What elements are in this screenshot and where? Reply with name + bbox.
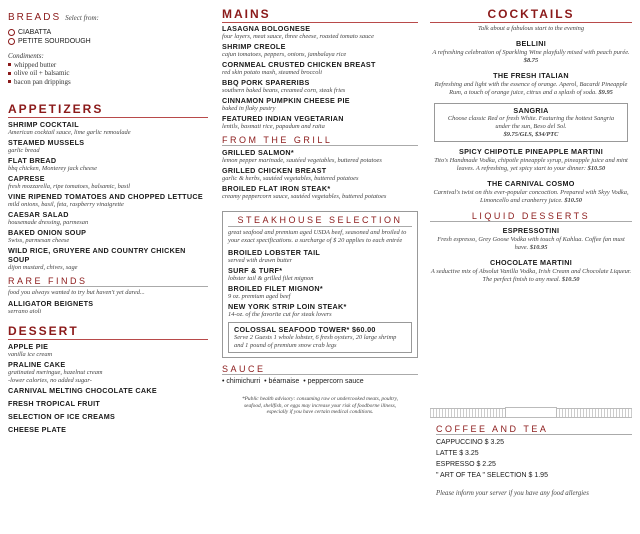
liquid-desserts-section	[430, 211, 632, 284]
list-item	[222, 96, 418, 113]
steakhouse-title: STEAKHOUSE SELECTION	[237, 215, 403, 225]
coffee-item: CAPPUCCINO $ 3.25	[436, 439, 505, 446]
list-item	[8, 360, 208, 385]
list-item	[8, 120, 208, 137]
divider	[430, 22, 632, 23]
list-item	[8, 138, 208, 155]
item-description: creamy peppercorn sauce, sautéed vegetables, buttered potatoes	[222, 193, 387, 200]
item-description: Tito's Handmade Vodka, chipotle pineapple syrup, pineapple juice and mint leaves. A refreshing, yet spicy start to your dinner: $10.50	[434, 157, 628, 172]
item-price: $8.75	[523, 57, 539, 64]
item-name: FEATURED INDIAN VEGETARIAN	[222, 114, 344, 123]
item-price: $9.95	[598, 89, 613, 96]
coffee-item: ESPRESSO $ 2.25	[436, 461, 496, 468]
list-item	[222, 78, 418, 95]
list-item	[222, 148, 418, 165]
item-description: Fresh espresso, Grey Goose Vodka with touch of Kahlua. Coffee fan must have. $10.95	[437, 236, 625, 251]
health-disclaimer: *Public health advisory: consuming raw or undercooked meats, poultry, seafood, shellfish, or eggs may increase your risk of foodborne illness, especially if you have certain medical conditions.	[241, 396, 399, 415]
item-name: SURF & TURF*	[228, 266, 283, 275]
list-item	[8, 246, 208, 272]
item-description: served with drawn butter	[228, 257, 293, 264]
item-name: FLAT BREAD	[8, 156, 57, 165]
list-item	[8, 192, 208, 209]
item-name: THE CARNIVAL COSMO	[487, 179, 575, 188]
square-bullet-icon	[8, 72, 11, 75]
item-name: PRALINE CAKE	[8, 360, 66, 369]
item-name: APPLE PIE	[8, 342, 49, 351]
list-item	[228, 266, 412, 283]
item-description: 14-oz. of the favorite cut for steak lovers	[228, 311, 332, 318]
condiment-item: olive oil + balsamic	[8, 69, 208, 78]
item-description: mild onions, basil, feta, raspberry vinaigrette	[8, 201, 124, 208]
item-description: red skin potato mash, steamed broccoli	[222, 69, 322, 76]
item-name: CARNIVAL MELTING CHOCOLATE CAKE	[8, 386, 157, 395]
breads-subtitle: Select from:	[65, 14, 99, 22]
item-name: THE FRESH ITALIAN	[493, 71, 569, 80]
tower-desc: Serve 2 Guests 1 whole lobster, 6 fresh oysters, 20 large shrimp and 1 pound of premium snow crab legs	[234, 334, 397, 349]
item-description: lobster tail & grilled filet mignon	[228, 275, 314, 282]
seafood-tower-box	[228, 322, 412, 353]
square-bullet-icon	[8, 63, 11, 66]
list-item	[8, 425, 208, 434]
divider	[222, 145, 418, 146]
list-item	[222, 166, 418, 183]
list-item	[8, 412, 208, 421]
item-description: housemade dressing, parmesan	[8, 219, 89, 226]
list-item	[222, 24, 418, 41]
item-price: $10.95	[529, 244, 548, 251]
breads-header	[8, 7, 208, 25]
list-item	[430, 71, 632, 97]
sauce-title: SAUCE	[222, 364, 266, 374]
grill-section	[222, 135, 418, 201]
condiment-item: whipped butter	[8, 61, 208, 70]
item-name: BAKED ONION SOUP	[8, 228, 87, 237]
item-price: $10.50	[561, 276, 580, 283]
mains-section	[222, 7, 418, 131]
item-name: BROILED LOBSTER TAIL	[228, 248, 321, 257]
item-name: CHOCOLATE MARTINI	[489, 258, 573, 267]
item-name: SHRIMP CREOLE	[222, 42, 286, 51]
item-description: American cocktail sauce, lime garlic remoulade	[8, 129, 131, 136]
list-item	[8, 174, 208, 191]
liquid-desserts-title: LIQUID DESSERTS	[471, 211, 591, 221]
item-name: GRILLED CHICKEN BREAST	[222, 166, 327, 175]
list-item	[228, 302, 412, 319]
list-item	[222, 114, 418, 131]
steakhouse-box	[222, 211, 418, 358]
item-name: BROILED FLAT IRON STEAK*	[222, 184, 331, 193]
condiments-label: Condiments:	[8, 52, 44, 60]
item-name: SPICY CHIPOTLE PINEAPPLE MARTINI	[458, 147, 604, 156]
divider	[436, 434, 632, 435]
list-item	[8, 228, 208, 245]
item-description: cajun tomatoes, peppers, onions, jambalaya rice	[222, 51, 347, 58]
list-item	[430, 39, 632, 65]
item-name: CAESAR SALAD	[8, 210, 69, 219]
item-name: SELECTION OF ICE CREAMS	[8, 412, 116, 421]
steakhouse-intro: great seafood and premium aged USDA beef, seasoned and broiled to your exact specifications. a surcharge of $ 20 applies to each entrée	[228, 229, 407, 244]
item-name: ESPRESSOTINI	[502, 226, 560, 235]
allergy-note: Please inform your server if you have any food allergies	[436, 490, 589, 497]
divider	[228, 226, 412, 227]
mains-title: MAINS	[222, 7, 271, 21]
item-name: SHRIMP COCKTAIL	[8, 120, 79, 129]
rare-finds-section	[8, 276, 208, 316]
rare-finds-title: RARE FINDS	[8, 276, 88, 286]
list-item	[222, 60, 418, 77]
list-item	[228, 284, 412, 301]
item-description: lentils, basmati rice, papadum and raita	[222, 123, 325, 130]
breads-title: BREADS	[8, 12, 62, 23]
item-name: BBQ PORK SPARERIBS	[222, 78, 310, 87]
list-item	[430, 179, 632, 205]
appetizers-section	[8, 102, 208, 272]
item-name: CHEESE PLATE	[8, 425, 67, 434]
list-item	[8, 386, 208, 395]
item-description: Swiss, parmesan cheese	[8, 237, 70, 244]
circle-bullet-icon	[8, 38, 15, 45]
coffee-item: " ART OF TEA " SELECTION $ 1.95	[436, 472, 548, 479]
item-name: CAPRESE	[8, 174, 45, 183]
sauce-section	[222, 364, 418, 386]
item-name: BROILED FILET MIGNON*	[228, 284, 323, 293]
sauce-list	[222, 377, 418, 386]
list-item	[222, 184, 418, 201]
item-description: gratinated meringue, hazelnut cream	[8, 369, 103, 376]
list-item	[228, 248, 412, 265]
rare-finds-subtitle: food you always wanted to try but haven't yet dared...	[8, 289, 145, 296]
dessert-title: DESSERT	[8, 324, 79, 338]
tower-name: COLOSSAL SEAFOOD TOWER* $60.00	[234, 325, 376, 334]
cocktails-title: COCKTAILS	[487, 7, 575, 21]
grill-title: FROM THE GRILL	[222, 135, 333, 145]
item-description: fresh mozzarella, ripe tomatoes, balsamic, basil	[8, 183, 131, 190]
divider	[222, 22, 418, 23]
item-description: four layers, meat sauce, three cheese, roasted tomato sauce	[222, 33, 374, 40]
item-note: -lower calories, no added sugar-	[8, 377, 92, 384]
condiment-item: bacon pan drippings	[8, 78, 208, 87]
item-name: BELLINI	[515, 39, 547, 48]
item-name: STEAMED MUSSELS	[8, 138, 85, 147]
list-item	[222, 42, 418, 59]
item-name: VINE RIPENED TOMATOES AND CHOPPED LETTUCE	[8, 192, 203, 201]
bread-item: CIABATTA	[8, 28, 208, 37]
item-description: lemon pepper marinade, sautéed vegetables, buttered potatoes	[222, 157, 382, 164]
item-description: A refreshing celebration of Sparkling Wine playfully mixed with peach purée. $8.75	[432, 49, 630, 64]
item-name: CINNAMON PUMPKIN CHEESE PIE	[222, 96, 350, 105]
sauce-item: • chimichurri	[222, 378, 261, 385]
list-item	[430, 258, 632, 284]
list-item	[8, 342, 208, 359]
cocktails-subtitle: Talk about a fabulous start to the evening	[477, 25, 585, 32]
item-description: dijon mustard, chives, sage	[8, 264, 78, 271]
list-item	[8, 210, 208, 227]
item-name: NEW YORK STRIP LOIN STEAK*	[228, 302, 347, 311]
item-name: WILD RICE, GRUYERE AND COUNTRY CHICKEN SOUP	[8, 246, 186, 264]
list-item	[430, 147, 632, 173]
item-description: Refreshing and light with the essence of orange. Aperol, Bacardi Pineapple Rum, a touch of orange juice, citrus and a splash of soda. $9.95	[434, 81, 628, 96]
item-description: bbq chicken, Monterey jack cheese	[8, 165, 98, 172]
item-name: GRILLED SALMON*	[222, 148, 294, 157]
coffee-section	[436, 424, 632, 498]
list-item	[430, 226, 632, 252]
item-description: garlic & herbs, sautéed vegetables, buttered potatoes	[222, 175, 359, 182]
sangria-box: SANGRIA Choose classic Red or fresh White. Featuring the hottest Sangria under the sun, Beso del Sol. $9.75/GLS, $34/PTC	[434, 103, 628, 142]
item-description: garlic bread	[8, 147, 40, 154]
item-description: vanilla ice cream	[8, 351, 53, 358]
dessert-section	[8, 324, 208, 434]
divider	[8, 117, 208, 118]
square-bullet-icon	[8, 80, 11, 83]
divider	[222, 374, 418, 375]
divider	[8, 286, 208, 287]
coffee-item: LATTE $ 3.25	[436, 450, 479, 457]
item-description: southern baked beans, creamed corn, steak fries	[222, 87, 346, 94]
item-description: A seductive mix of Absolut Vanilla Vodka, Irish Cream and Chocolate Liqueur. The perfect finish to any meal. $10.50	[430, 268, 632, 283]
item-description: 9 oz. premium aged beef	[228, 293, 291, 300]
list-item	[8, 399, 208, 408]
circle-bullet-icon	[8, 29, 15, 36]
middle-column	[222, 0, 418, 416]
item-price: $10.50	[564, 197, 582, 204]
decorative-bar-cap	[505, 407, 557, 418]
cocktails-section	[430, 7, 632, 205]
item-name: FRESH TROPICAL FRUIT	[8, 399, 101, 408]
left-column	[8, 0, 208, 438]
item-name: LASAGNA BOLOGNESE	[222, 24, 311, 33]
coffee-title: COFFEE AND TEA	[436, 424, 549, 434]
sauce-item: • peppercorn sauce	[303, 378, 364, 385]
divider	[8, 339, 208, 340]
item-description: Carnival's twist on this ever-popular concoction. Prepared with Skyy Vodka, Limoncello and cranberry juice. $10.50	[433, 189, 629, 204]
item-description: baked in flaky pastry	[222, 105, 276, 112]
list-item	[8, 156, 208, 173]
bread-item: PETITE SOURDOUGH	[8, 37, 208, 46]
appetizers-title: APPETIZERS	[8, 102, 104, 116]
divider	[430, 221, 632, 222]
item-name: CORNMEAL CRUSTED CHICKEN BREAST	[222, 60, 376, 69]
list-item: ALLIGATOR BEIGNETS serrano aioli	[8, 299, 94, 315]
item-price: $10.50	[587, 165, 606, 172]
sauce-item: • béarnaise	[264, 378, 300, 385]
right-column	[430, 0, 632, 290]
